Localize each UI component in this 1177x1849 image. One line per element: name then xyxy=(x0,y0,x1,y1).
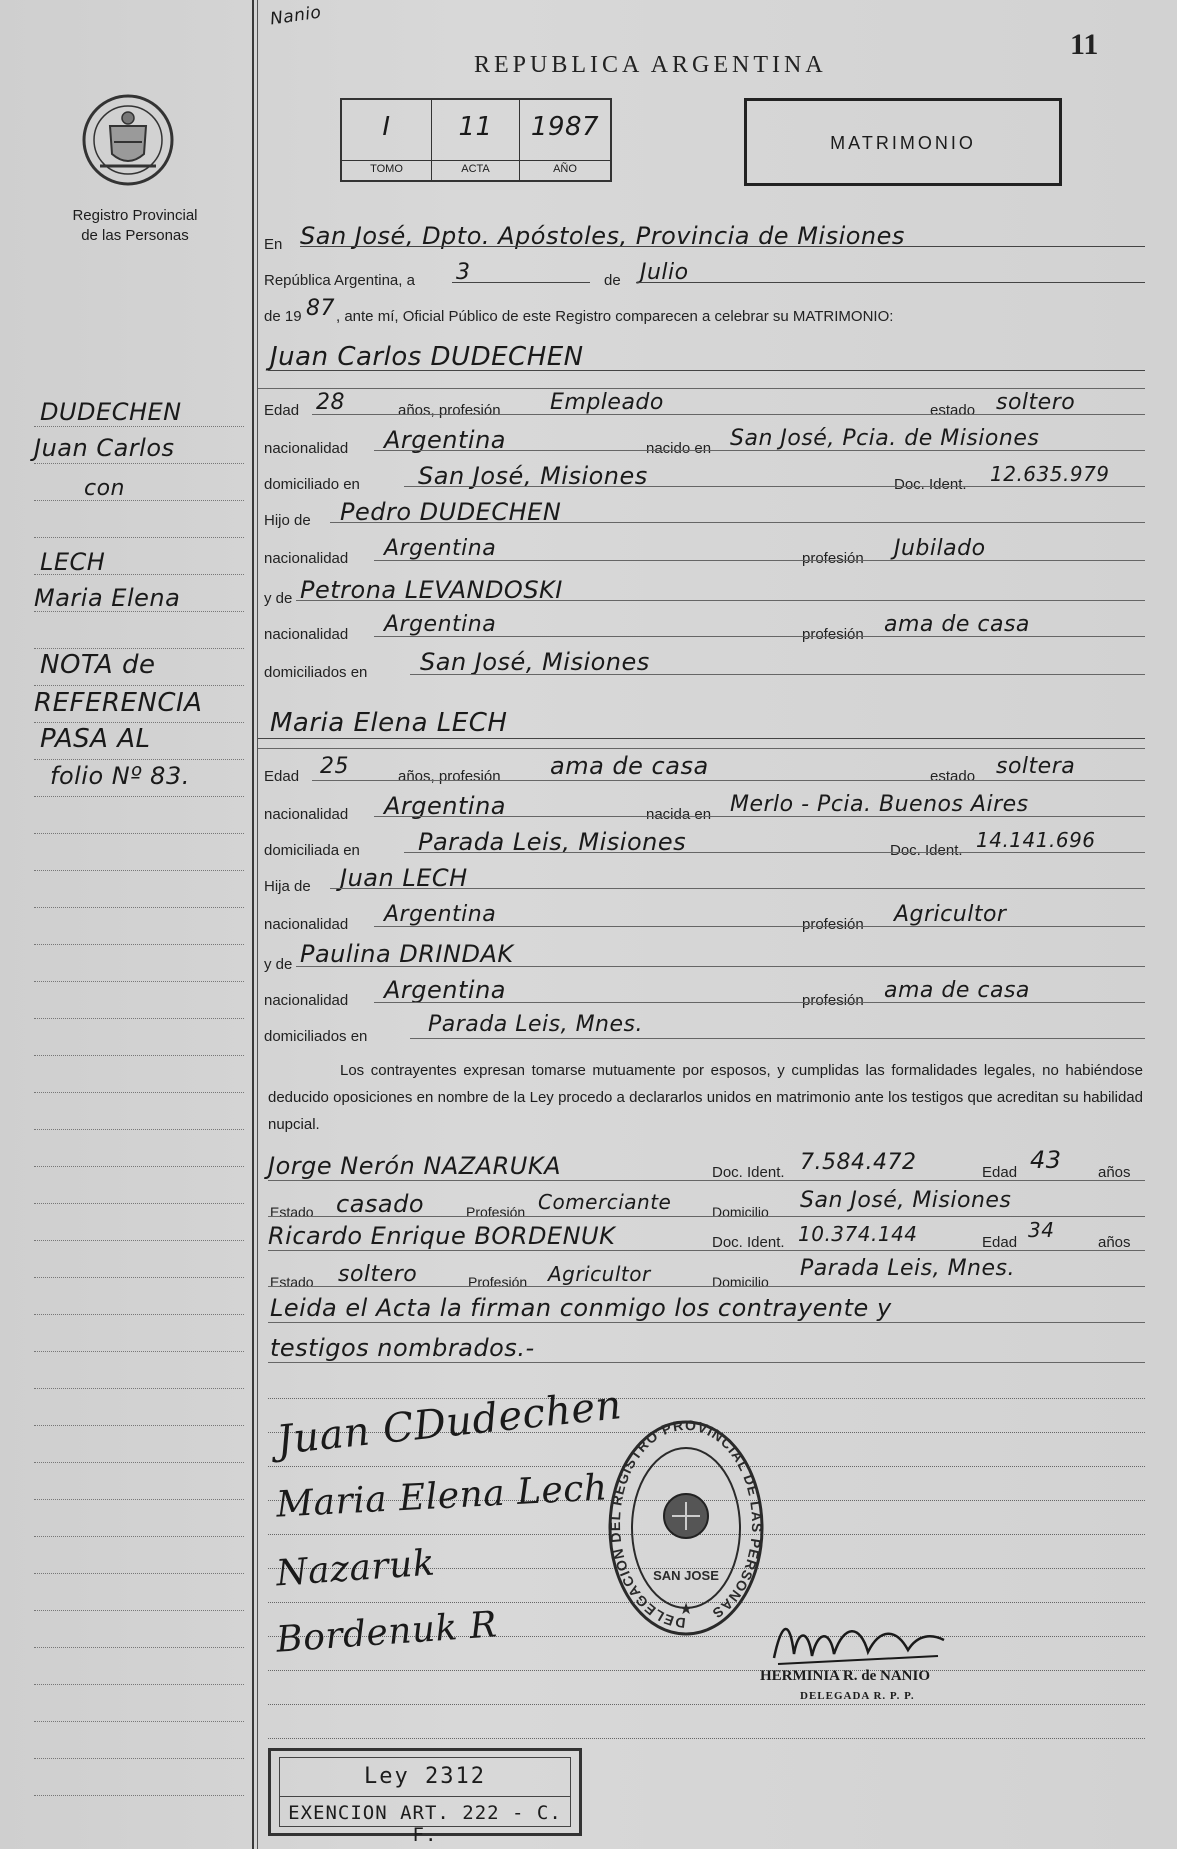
label-nacida-en: nacida en xyxy=(646,806,712,823)
witness2-status: soltero xyxy=(338,1262,418,1287)
bride-mother-profession: ama de casa xyxy=(884,978,1030,1003)
line xyxy=(268,1322,1145,1323)
label-republica: República Argentina, a xyxy=(264,272,415,289)
signature-groom: Juan CDudechen xyxy=(274,1382,624,1464)
margin-ruled-line xyxy=(34,1314,244,1315)
line xyxy=(268,1362,1145,1363)
margin-ruled-line xyxy=(34,796,244,797)
signature-ruled-line xyxy=(268,1398,1145,1399)
margin-note-line3: PASA AL xyxy=(40,724,151,754)
margin-groom-names: Juan Carlos xyxy=(34,434,175,462)
bride-mother: Paulina DRINDAK xyxy=(300,940,514,968)
label-nacionalidad: nacionalidad xyxy=(264,626,349,643)
margin-con: con xyxy=(84,476,125,501)
line xyxy=(636,282,1145,283)
margin-ruled-line xyxy=(34,907,244,908)
label-domiciliada-en: domiciliada en xyxy=(264,842,360,859)
label-nacionalidad: nacionalidad xyxy=(264,992,349,1009)
label-w-estado: Estado xyxy=(270,1274,314,1290)
witness1-status: casado xyxy=(336,1190,425,1218)
label-nacionalidad: nacionalidad xyxy=(264,916,349,933)
label-w-profesion: Profesión xyxy=(468,1274,528,1290)
acta-value: 11 xyxy=(458,112,493,142)
line xyxy=(300,246,1145,247)
label-profesion: profesión xyxy=(802,916,864,933)
margin-ruled-line xyxy=(34,1721,244,1722)
official-name: HERMINIA R. de NANIO xyxy=(760,1668,931,1684)
line xyxy=(404,486,1145,487)
label-nacionalidad: nacionalidad xyxy=(264,806,349,823)
label-y-de: y de xyxy=(264,956,293,973)
margin-ruled-line xyxy=(34,1166,244,1167)
margin-ruled-line xyxy=(34,1018,244,1019)
margin-bride-surname: LECH xyxy=(40,548,106,576)
witness1-doc-id: 7.584.472 xyxy=(800,1150,917,1175)
label-edad: Edad xyxy=(264,768,300,785)
label-w-estado: Estado xyxy=(270,1204,314,1220)
margin-ruled-line xyxy=(34,1536,244,1537)
signature-bride: Maria Elena Lech xyxy=(275,1467,609,1526)
line xyxy=(268,1180,1145,1181)
stamp-separator xyxy=(280,1796,570,1797)
margin-ruled-line xyxy=(34,759,244,760)
tomo-cell xyxy=(342,100,432,180)
signature-witness2: Bordenuk R xyxy=(274,1604,499,1661)
groom-father-profession: Jubilado xyxy=(894,536,986,561)
registry-name-line2: de las Personas xyxy=(81,227,189,244)
margin-ruled-line xyxy=(34,870,244,871)
label-anios-profesion: años, profesión xyxy=(398,768,501,785)
line xyxy=(268,1286,1145,1287)
signature-ruled-line xyxy=(268,1704,1145,1705)
groom-mother-nationality: Argentina xyxy=(384,612,497,637)
registry-name-line1: Registro Provincial xyxy=(72,207,198,224)
margin-bride-names: Maria Elena xyxy=(34,584,181,612)
margin-ruled-line xyxy=(34,648,244,649)
label-y-de: y de xyxy=(264,590,293,607)
label-domiciliado-en: domiciliado en xyxy=(264,476,360,493)
signature-ruled-line xyxy=(268,1738,1145,1739)
label-w-doc-ident: Doc. Ident. xyxy=(712,1234,785,1251)
document-type: MATRIMONIO xyxy=(830,133,976,153)
tomo-label: TOMO xyxy=(342,160,431,175)
bride-father-profession: Agricultor xyxy=(894,902,1007,927)
label-domiciliados-en: domiciliados en xyxy=(264,1028,368,1045)
margin-ruled-line xyxy=(34,1129,244,1130)
exemption-stamp-inner xyxy=(279,1757,571,1846)
document-type-box xyxy=(744,98,1062,186)
groom-full-name: Juan Carlos DUDECHEN xyxy=(270,342,584,372)
margin-ruled-line xyxy=(34,463,244,464)
line xyxy=(296,600,1145,601)
margin-ruled-line xyxy=(34,1055,244,1056)
bride-father-nationality: Argentina xyxy=(384,902,497,927)
margin-ruled-line xyxy=(34,1462,244,1463)
groom-doc-id: 12.635.979 xyxy=(990,462,1110,486)
margin-ruled-line xyxy=(34,1758,244,1759)
groom-mother: Petrona LEVANDOSKI xyxy=(300,576,563,604)
line xyxy=(330,888,1145,889)
official-title: DELEGADA R. P. P. xyxy=(800,1690,915,1702)
margin-ruled-line xyxy=(34,833,244,834)
margin-ruled-line xyxy=(34,1610,244,1611)
label-anios-profesion: años, profesión xyxy=(398,402,501,419)
line xyxy=(296,966,1145,967)
label-w-edad: Edad xyxy=(982,1234,1018,1251)
line xyxy=(410,674,1145,675)
stamp-exemption-text: EXENCION ART. 222 - C. F. xyxy=(288,1802,562,1846)
groom-domicile: San José, Misiones xyxy=(418,462,648,490)
celebration-day: 3 xyxy=(456,260,471,285)
groom-status: soltero xyxy=(996,390,1076,415)
label-doc-ident: Doc. Ident. xyxy=(890,842,963,859)
label-profesion: profesión xyxy=(802,550,864,567)
margin-note-line2: REFERENCIA xyxy=(34,688,203,718)
line xyxy=(374,926,1145,927)
margin-groom-surname: DUDECHEN xyxy=(40,398,182,426)
line xyxy=(374,450,1145,451)
label-nacionalidad: nacionalidad xyxy=(264,440,349,457)
registry-name xyxy=(40,206,230,246)
acta-cell xyxy=(432,100,520,180)
groom-parents-domicile: San José, Misiones xyxy=(420,648,650,676)
bride-parents-domicile: Parada Leis, Mnes. xyxy=(428,1012,643,1037)
line xyxy=(268,1250,1145,1251)
label-profesion: profesión xyxy=(802,626,864,643)
margin-rule-secondary xyxy=(257,0,258,1849)
bride-profession: ama de casa xyxy=(550,752,709,780)
seal-outer-text: DELEGACION DEL REGISTRO PROVINCIAL DE LAS PERSONAS xyxy=(606,1416,766,1632)
witness2-domicile: Parada Leis, Mnes. xyxy=(800,1256,1015,1281)
line xyxy=(312,414,1145,415)
label-w-domicilio: Domicilio xyxy=(712,1274,769,1290)
margin-note-nanio: Nanio xyxy=(268,2,323,30)
anio-cell xyxy=(520,100,610,180)
groom-profession: Empleado xyxy=(550,390,664,415)
label-estado: estado xyxy=(930,402,976,419)
anio-value: 1987 xyxy=(530,112,600,142)
label-nacido-en: nacido en xyxy=(646,440,712,457)
bride-doc-id: 14.141.696 xyxy=(976,828,1096,852)
document-title: REPUBLICA ARGENTINA xyxy=(474,52,827,78)
groom-nationality: Argentina xyxy=(384,426,506,454)
label-hija-de: Hija de xyxy=(264,878,311,895)
closing-line1: Leida el Acta la firman conmigo los contrayente y xyxy=(270,1294,892,1322)
label-nacionalidad: nacionalidad xyxy=(264,550,349,567)
witness2-profession: Agricultor xyxy=(548,1262,651,1286)
margin-ruled-line xyxy=(34,1351,244,1352)
label-w-anios: años xyxy=(1098,1164,1131,1181)
bride-birthplace: Merlo - Pcia. Buenos Aires xyxy=(730,792,1029,817)
witness2-doc-id: 10.374.144 xyxy=(798,1222,918,1246)
signature-ruled-line xyxy=(268,1670,1145,1671)
official-signature xyxy=(768,1610,948,1670)
line xyxy=(258,748,1145,749)
label-w-edad: Edad xyxy=(982,1164,1018,1181)
official-seal xyxy=(606,1408,766,1648)
page-number: 11 xyxy=(1070,28,1099,61)
record-reference-box xyxy=(340,98,612,182)
line xyxy=(268,370,1145,371)
line xyxy=(258,738,1145,739)
line xyxy=(330,522,1145,523)
celebration-place: San José, Dpto. Apóstoles, Provincia de Misiones xyxy=(300,222,905,250)
witness1-name: Jorge Nerón NAZARUKA xyxy=(268,1152,561,1180)
bride-mother-nationality: Argentina xyxy=(384,976,506,1004)
declaration-text: Los contrayentes expresan tomarse mutuamente por esposos, y cumplidas las formalidades legales, no habiéndose deducido oposiciones en nombre de la Ley procedo a declararlos unidos en matrimonio ante los testigos que acreditan su habilidad nupcial. xyxy=(268,1062,1143,1133)
margin-ruled-line xyxy=(34,1684,244,1685)
seal-star-icon: ★ xyxy=(678,1599,694,1618)
label-de: de xyxy=(604,272,621,289)
margin-ruled-line xyxy=(34,1573,244,1574)
margin-ruled-line xyxy=(34,500,244,501)
coat-of-arms-icon xyxy=(78,90,178,190)
groom-father-nationality: Argentina xyxy=(384,536,497,561)
closing-line2: testigos nombrados.- xyxy=(270,1334,535,1362)
label-estado: estado xyxy=(930,768,976,785)
bride-nationality: Argentina xyxy=(384,792,506,820)
signature-witness1: Nazaruk xyxy=(274,1542,437,1595)
line xyxy=(374,816,1145,817)
witness1-domicile: San José, Misiones xyxy=(800,1188,1012,1213)
line xyxy=(374,1002,1145,1003)
margin-ruled-line xyxy=(34,537,244,538)
margin-ruled-line xyxy=(34,1795,244,1796)
label-w-domicilio: Domicilio xyxy=(712,1204,769,1220)
margin-ruled-line xyxy=(34,1388,244,1389)
margin-ruled-line xyxy=(34,944,244,945)
margin-ruled-line xyxy=(34,1277,244,1278)
bride-status: soltera xyxy=(996,754,1076,779)
seal-inner-text: SAN JOSE xyxy=(653,1568,719,1583)
margin-note-line4: folio Nº 83. xyxy=(50,762,190,790)
intro-statement: , ante mí, Oficial Público de este Registro comparecen a celebrar su MATRIMONIO: xyxy=(336,308,894,325)
groom-age: 28 xyxy=(316,390,345,415)
witness2-name: Ricardo Enrique BORDENUK xyxy=(268,1222,616,1250)
margin-ruled-line xyxy=(34,1425,244,1426)
line xyxy=(374,636,1145,637)
label-domiciliados-en: domiciliados en xyxy=(264,664,368,681)
exemption-stamp xyxy=(268,1748,582,1846)
margin-ruled-line xyxy=(34,981,244,982)
line xyxy=(268,1216,1145,1217)
witness2-age: 34 xyxy=(1028,1218,1055,1242)
label-w-doc-ident: Doc. Ident. xyxy=(712,1164,785,1181)
groom-birthplace: San José, Pcia. de Misiones xyxy=(730,426,1040,451)
margin-ruled-line xyxy=(34,722,244,723)
label-year-prefix: de 19 xyxy=(264,308,302,325)
groom-mother-profession: ama de casa xyxy=(884,612,1030,637)
bride-age: 25 xyxy=(320,754,349,779)
tomo-value: I xyxy=(382,112,391,142)
bride-father: Juan LECH xyxy=(340,864,468,892)
line xyxy=(404,852,1145,853)
witness1-age: 43 xyxy=(1030,1146,1062,1174)
anio-label: AÑO xyxy=(520,160,610,175)
bride-full-name: Maria Elena LECH xyxy=(270,708,508,738)
margin-ruled-line xyxy=(34,685,244,686)
celebration-year: 87 xyxy=(306,296,335,321)
label-w-anios: años xyxy=(1098,1234,1131,1251)
line xyxy=(312,780,1145,781)
label-en: En xyxy=(264,236,283,253)
margin-ruled-line xyxy=(34,1499,244,1500)
label-w-profesion: Profesión xyxy=(466,1204,526,1220)
margin-ruled-line xyxy=(34,1203,244,1204)
margin-note-line1: NOTA de xyxy=(40,650,156,680)
bride-domicile: Parada Leis, Misiones xyxy=(418,828,687,856)
stamp-law-number: Ley 2312 xyxy=(364,1764,486,1789)
margin-ruled-line xyxy=(34,1092,244,1093)
label-profesion: profesión xyxy=(802,992,864,1009)
groom-father: Pedro DUDECHEN xyxy=(340,498,562,526)
margin-rule xyxy=(252,0,254,1849)
line xyxy=(258,388,1145,389)
line xyxy=(410,1038,1145,1039)
acta-label: ACTA xyxy=(432,160,519,175)
celebration-month: Julio xyxy=(640,260,689,285)
witness1-profession: Comerciante xyxy=(538,1190,672,1214)
margin-ruled-line xyxy=(34,426,244,427)
line xyxy=(452,282,590,283)
margin-ruled-line xyxy=(34,1240,244,1241)
line xyxy=(374,560,1145,561)
margin-ruled-line xyxy=(34,1647,244,1648)
label-doc-ident: Doc. Ident. xyxy=(894,476,967,493)
label-edad: Edad xyxy=(264,402,300,419)
label-hijo-de: Hijo de xyxy=(264,512,311,529)
